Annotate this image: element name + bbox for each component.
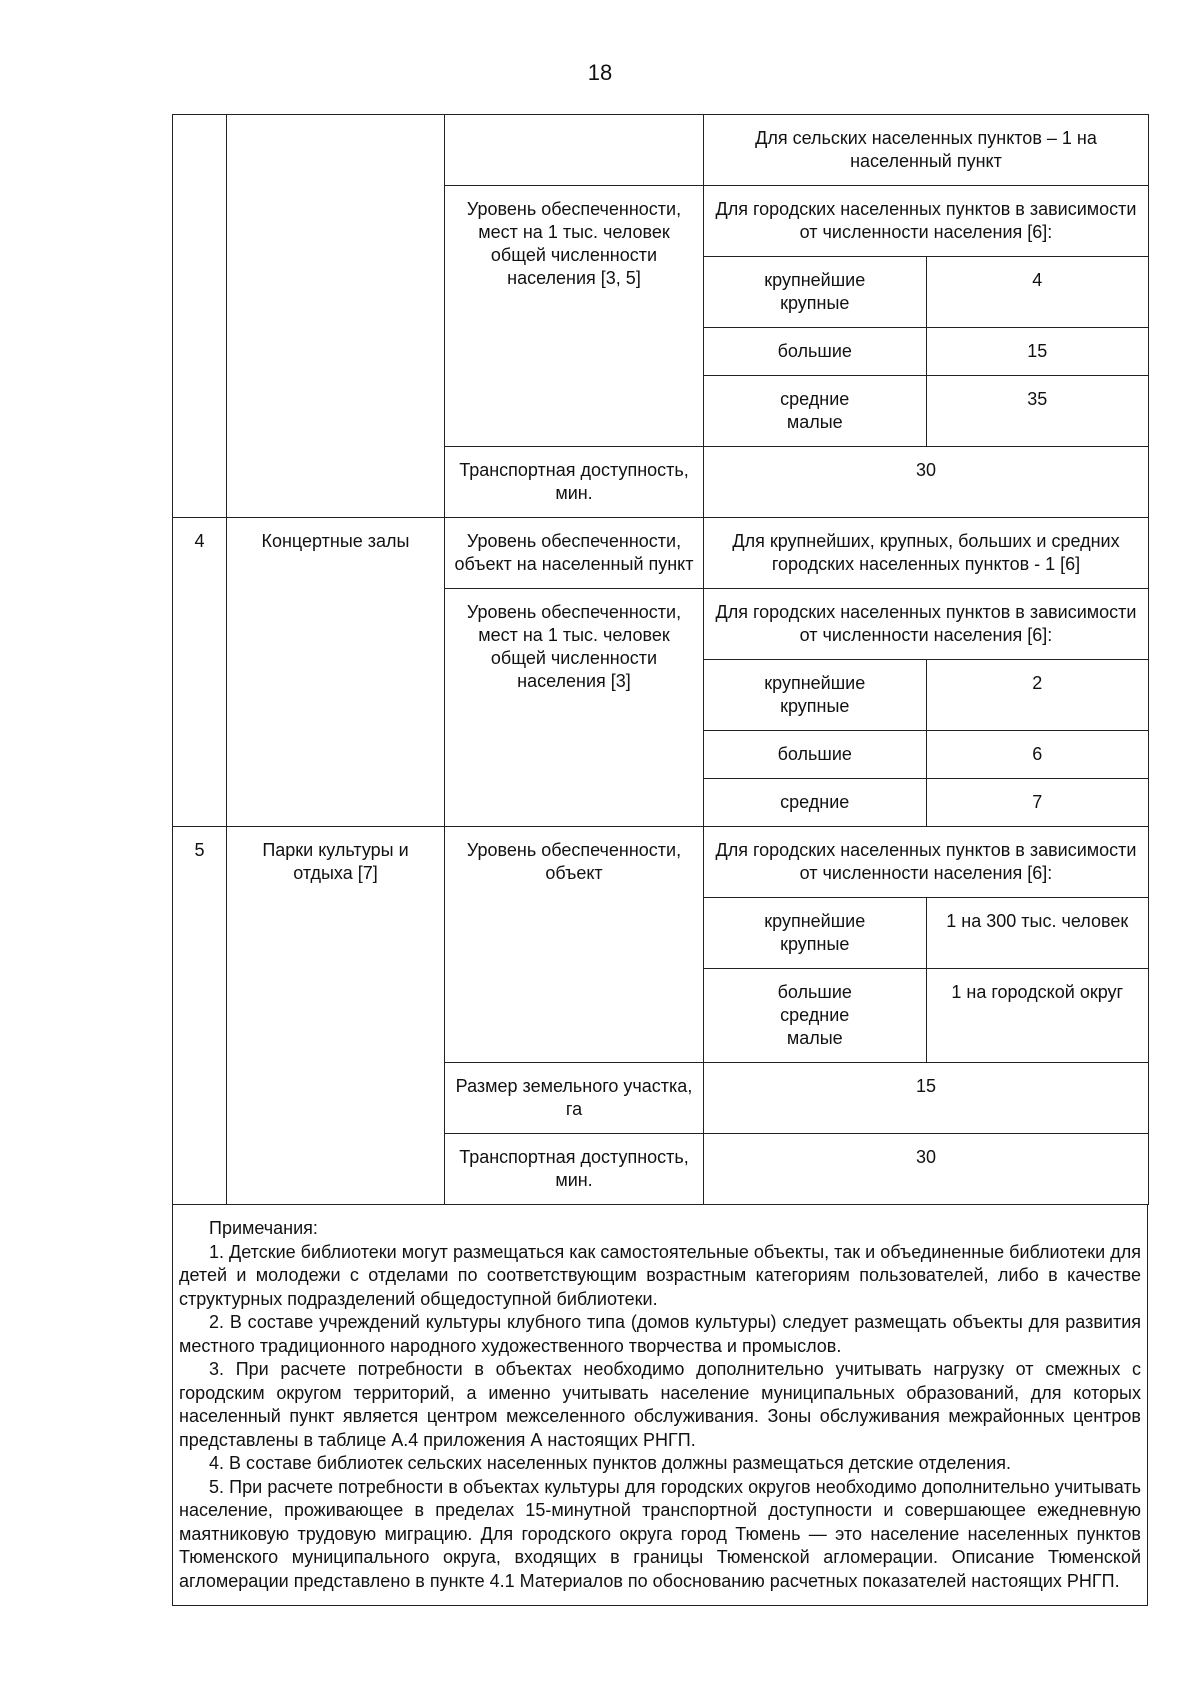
sub-table-row [704,328,1148,376]
sub-table-row [704,376,1148,447]
norms-table [172,114,1149,1205]
category-cell: средние [704,779,926,827]
value-cell [704,589,1149,827]
param-cell [445,115,704,186]
quantity-cell: 35 [1027,389,1048,409]
table-row [173,827,1149,1063]
number-cell: 4 [173,518,227,827]
category-cell: средние малые [704,376,926,447]
note-item: 2. В составе учреждений культуры клубного типа (домов культуры) следует размещать объекты для развития местного традиционного народного художественного творчества и промыслов. [179,1312,1141,1356]
sub-header: Для городских населенных пунктов в зависимости от численности населения [6]: [704,589,1148,660]
quantity-cell: 1 на городской округ [951,982,1124,1002]
quantity-cell: 15 [926,328,1148,376]
category-cell: крупнейшие крупные [704,898,926,969]
notes-title: Примечания: [209,1218,318,1238]
quantity-cell: 7 [1032,792,1043,812]
value-cell: 30 [704,447,1149,518]
norms-table-sheet [172,114,1148,1606]
param-cell: Уровень обеспеченности, мест на 1 тыс. человек общей численности населения [3] [445,589,704,827]
table-row [173,115,1149,186]
sub-table [704,827,1148,1062]
quantity-cell: 1 на 300 тыс. человек [926,898,1148,969]
value-cell: Для крупнейших, крупных, больших и средних городских населенных пунктов - 1 [6] [704,518,1149,589]
object-name-cell: Концертные залы [227,518,445,827]
category-cell: большие [704,328,926,376]
notes-block [172,1205,1148,1606]
category-cell: большие средние малые [704,969,926,1063]
sub-table-header [704,827,1148,898]
note-item: 4. В составе библиотек сельских населенных пунктов должны размещаться детские отделения. [209,1453,1012,1473]
sub-table-header [704,186,1148,257]
value-cell: 15 [704,1063,1149,1134]
sub-table-row [704,731,1148,779]
object-name-cell: Парки культуры и отдыха [7] [227,827,445,1205]
param-cell: Уровень обеспеченности, объект на населенный пункт [445,518,704,589]
category-cell: крупнейшие крупные [704,257,926,328]
param-cell: Размер земельного участка, га [445,1063,704,1134]
sub-table [704,589,1148,826]
note-item: 1. Детские библиотеки могут размещаться как самостоятельные объекты, так и объединенные библиотеки для детей и молодежи с отделами по соответствующим возрастным категориям пользователей, либо в качестве структурных подразделений общедоступной библиотеки. [179,1241,1141,1309]
object-name-cell [227,115,445,518]
sub-table-row [704,779,1148,827]
number-cell [173,115,227,518]
value-cell [704,827,1149,1063]
param-cell: Транспортная доступность, мин. [445,447,704,518]
note-item: 5. При расчете потребности в объектах культуры для городских округов необходимо дополнительно учитывать население, проживающее в пределах 15-минутной транспортной доступности и совершающее ежедневную маятниковую трудовую миграцию. Для городского округа город Тюмень — это население населенных пунктов Тюменского муниципального округа, входящих в границы Тюменской агломерации. Описание Тюменской агломерации представлено в пункте 4.1 Материалов по обоснованию расчетных показателей настоящих РНГП. [179,1476,1141,1591]
table-row [173,518,1149,589]
sub-header: Для городских населенных пунктов в зависимости от численности населения [6]: [704,827,1148,898]
param-cell: Уровень обеспеченности, объект [445,827,704,1063]
category-cell: большие [704,731,926,779]
param-cell: Уровень обеспеченности, мест на 1 тыс. человек общей численности населения [3, 5] [445,186,704,447]
sub-table-row [704,257,1148,328]
sub-header: Для городских населенных пунктов в зависимости от численности населения [6]: [704,186,1148,257]
number-cell: 5 [173,827,227,1205]
note-item: 3. При расчете потребности в объектах необходимо дополнительно учитывать нагрузку от смежных с городским округом территорий, а именно учитывать население муниципальных образований, для которых населенный пункт является центром межселенного обслуживания. Зоны обслуживания межрайонных центров представлены в таблице А.4 приложения А настоящих РНГП. [179,1359,1141,1450]
sub-table-header [704,589,1148,660]
value-cell: 30 [704,1134,1149,1205]
page-number: 18 [587,60,613,85]
category-cell: крупнейшие крупные [704,660,926,731]
sub-table-row [704,969,1148,1063]
sub-table-row [704,898,1148,969]
value-cell [704,186,1149,447]
quantity-cell: 6 [926,731,1148,779]
quantity-cell: 2 [926,660,1148,731]
sub-table-row [704,660,1148,731]
quantity-cell: 4 [926,257,1148,328]
param-cell: Транспортная доступность, мин. [445,1134,704,1205]
sub-table [704,186,1148,446]
value-cell: Для сельских населенных пунктов – 1 на населенный пункт [704,115,1149,186]
